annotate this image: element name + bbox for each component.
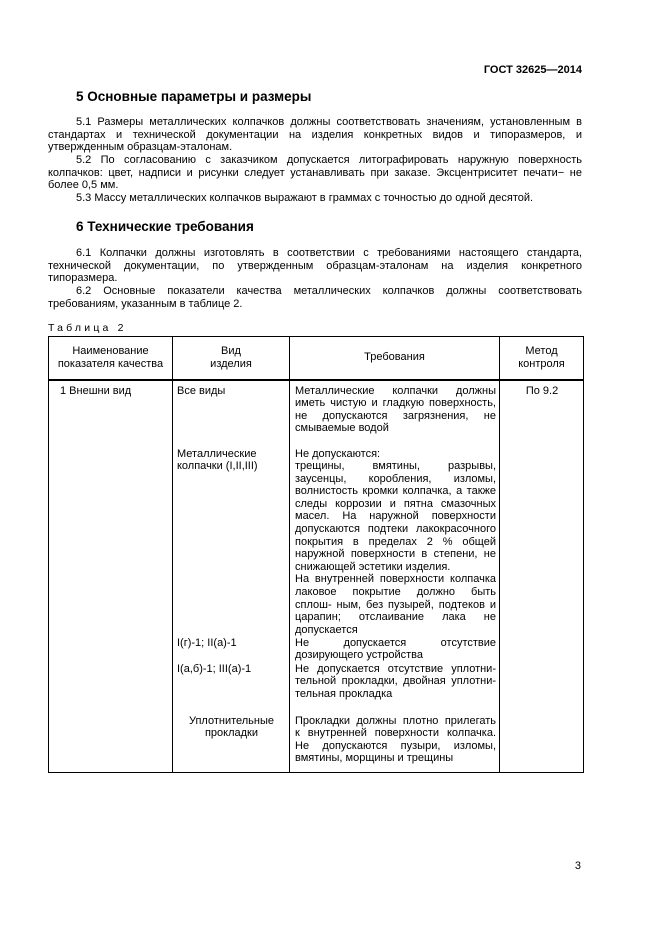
cell-method	[500, 380, 584, 773]
table-row	[49, 380, 584, 773]
requirement-line: наружной поверхности в степени, не	[295, 548, 496, 561]
header-method	[500, 337, 584, 380]
requirement-line: дозирующего устройства	[295, 649, 424, 662]
kind-all: Все виды	[177, 384, 226, 397]
requirement-line: Металлические колпачки должны	[295, 384, 496, 397]
requirement-line: допускается	[295, 623, 358, 636]
header-indicator-line2: показателя качества	[57, 357, 164, 370]
kind-gaskets-line1: Уплотнительные	[188, 714, 275, 727]
header-kind-line2: изделия	[210, 357, 252, 370]
section-5-title: 5 Основные параметры и размеры	[76, 89, 312, 104]
kind-gaskets	[173, 715, 290, 740]
requirement-line: На внутренней поверхности колпачка	[295, 573, 496, 586]
header-kind	[173, 337, 290, 380]
requirement-block-5	[295, 715, 496, 765]
requirement-line: тельная прокладка	[295, 687, 393, 700]
header-indicator-line1: Наименование	[72, 345, 149, 358]
requirement-block-4	[295, 663, 496, 701]
requirement-line: сплош- ным, без пузырей, подтеков и	[295, 598, 496, 611]
paragraph-6-2: 6.2 Основные показатели качества металлических колпачков должны соответствовать требованиям, указанным в таблице 2.	[48, 285, 582, 310]
requirement-line: тельной прокладки, двойная уплотни-	[295, 675, 496, 688]
requirement-line: смываемые водой	[295, 422, 389, 435]
requirement-line: лаковое покрытие должно быть	[295, 586, 496, 599]
kind-metal-caps-line1: Металлические	[177, 447, 257, 460]
requirement-line: Не допускается отсутствие	[295, 636, 496, 649]
cell-indicator	[49, 380, 173, 773]
header-method-line1: Метод	[525, 345, 558, 358]
header-kind-line1: Вид	[221, 345, 241, 358]
kind-type-1: I(г)-1; II(а)-1	[177, 636, 237, 649]
paragraph-5-1: 5.1 Размеры металлических колпачков должны соответствовать значениям, установленным в стандартах и технической документации на изделия конкретных видов и типоразмеров, и утвержденным образцам-эталонам.	[48, 116, 582, 154]
requirements-table	[48, 336, 584, 773]
requirement-line: волнистость кромки колпачка, а также	[295, 485, 496, 498]
table-caption: Таблица 2	[48, 322, 127, 334]
requirement-line: снижающей эстетики изделия.	[295, 560, 451, 573]
page-number: 3	[574, 860, 581, 872]
requirement-line: допускаются подтеки лакокрасочного	[295, 523, 496, 536]
requirement-line: царапин; отслаивание лака не	[295, 611, 496, 624]
kind-metal-caps-line2: колпачки (I,II,III)	[177, 460, 258, 473]
kind-gaskets-line2: прокладки	[204, 727, 259, 740]
requirement-line: заусенцы, коробления, изломы,	[295, 472, 496, 485]
document-code: ГОСТ 32625—2014	[483, 64, 582, 76]
kind-metal-caps	[177, 448, 258, 473]
requirement-block-1	[295, 385, 496, 435]
requirement-line: не допускаются загрязнения, не	[295, 409, 496, 422]
section-6-title: 6 Технические требования	[76, 219, 254, 234]
requirement-line: покрытия в пределах 2 % общей	[295, 535, 496, 548]
indicator-text: 1 Внешни вид	[60, 384, 132, 397]
cell-requirements	[290, 380, 500, 773]
cell-kind	[173, 380, 290, 773]
requirement-block-3	[295, 637, 496, 662]
requirement-block-2	[295, 448, 496, 637]
requirement-line: масел. На наружной поверхности	[295, 510, 496, 523]
method-text: По 9.2	[525, 384, 559, 397]
requirement-line: трещины, вмятины, разрывы,	[295, 460, 496, 473]
requirement-line: следы коррозии и пятна смазочных	[295, 497, 496, 510]
requirement-line: вмятины, морщины и трещины	[295, 752, 454, 765]
requirement-line: Не допускаются пузыри, изломы,	[295, 739, 496, 752]
paragraph-5-3: 5.3 Массу металлических колпачков выражают в граммах с точностью до одной десятой.	[76, 192, 534, 204]
paragraph-5-2: 5.2 По согласованию с заказчиком допускается литографировать наружную поверхность колпачков: цвет, надписи и рисунки следует устанавливать при заказе. Эксцентриситет печати− не более 0,5 мм.	[48, 154, 582, 192]
requirement-line: Не допускается отсутствие уплотни-	[295, 662, 496, 675]
paragraph-6-1: 6.1 Колпачки должны изготовлять в соответствии с требованиями настоящего стандарта, технической документации, по утвержденным образцам-эталонам на изделия конкретного типоразмера.	[48, 247, 582, 285]
header-requirements-label: Требования	[364, 351, 425, 364]
kind-type-2: I(а,б)-1; III(а)-1	[177, 662, 252, 675]
requirement-line: Не допускаются:	[295, 447, 381, 460]
header-indicator	[49, 337, 173, 380]
requirement-line: Прокладки должны плотно прилегать	[295, 714, 496, 727]
header-requirements	[290, 337, 500, 380]
table-header-row	[49, 337, 584, 380]
requirement-line: к внутренней поверхности колпачка.	[295, 727, 496, 740]
requirement-line: иметь чистую и гладкую поверхность,	[295, 397, 496, 410]
header-method-line2: контроля	[518, 357, 565, 370]
